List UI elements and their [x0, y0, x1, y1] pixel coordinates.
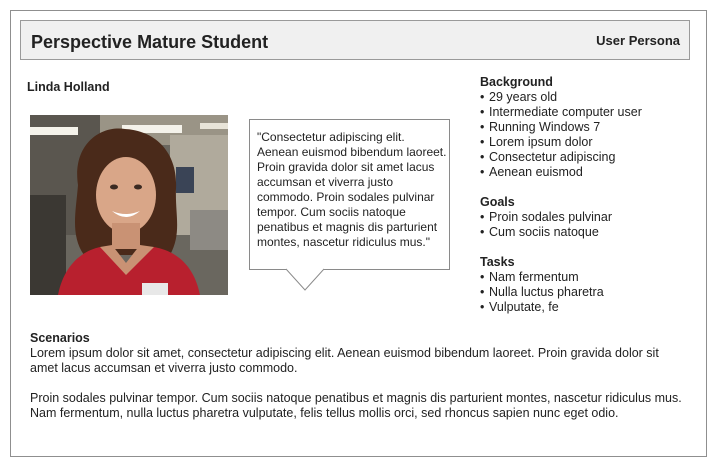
- list-item: • Nam fermentum: [480, 270, 700, 285]
- background-section: [480, 75, 700, 180]
- list-item: • Lorem ipsum dolor: [480, 135, 700, 150]
- list-item: • Aenean euismod: [480, 165, 700, 180]
- scenarios-section: [30, 331, 690, 436]
- list-item: • Cum sociis natoque: [480, 225, 700, 240]
- page-title: Perspective Mature Student: [31, 32, 269, 52]
- scenario-paragraph: Proin sodales pulvinar tempor. Cum sociis natoque penatibus et magnis dis parturient montes, nascetur ridiculus mus. Nam fermentum, nulla luctus pharetra vulputate, felis tellus mollis orci, sed rhoncus sapien nunc eget odio.: [30, 391, 682, 420]
- list-item: • Intermediate computer user: [480, 105, 700, 120]
- persona-quote: "Consectetur adipiscing elit. Aenean euismod bibendum laoreet. Proin gravida dolor sit amet lacus accumsan et viverra justo commodo. Proin sodales pulvinar tempor. Cum sociis natoque penatibus et magnis dis parturient montes, nascetur ridiculus mus.": [257, 130, 447, 249]
- list-item: • Consectetur adipiscing: [480, 150, 700, 165]
- scenario-paragraph: Lorem ipsum dolor sit amet, consectetur adipiscing elit. Aenean euismod bibendum laoreet. Proin gravida dolor sit amet lacus accumsan et viverra justo commodo.: [30, 346, 659, 375]
- goals-title: Goals: [480, 195, 515, 209]
- background-title: Background: [480, 75, 553, 89]
- list-item: • Vulputate, fe: [480, 300, 700, 315]
- list-item: • Running Windows 7: [480, 120, 700, 135]
- list-item: • 29 years old: [480, 90, 700, 105]
- list-item: • Nulla luctus pharetra: [480, 285, 700, 300]
- list-item: • Proin sodales pulvinar: [480, 210, 700, 225]
- persona-photo: [30, 115, 228, 295]
- tasks-list: [480, 270, 700, 315]
- header-bar: [20, 20, 690, 60]
- quote-bubble-tail: [286, 268, 324, 292]
- tasks-title: Tasks: [480, 255, 515, 269]
- background-list: [480, 90, 700, 180]
- scenarios-title: Scenarios: [30, 331, 90, 345]
- persona-name: Linda Holland: [27, 80, 110, 94]
- goals-section: [480, 195, 700, 240]
- goals-list: [480, 210, 700, 240]
- tasks-section: [480, 255, 700, 315]
- persona-type-label: User Persona: [596, 33, 680, 48]
